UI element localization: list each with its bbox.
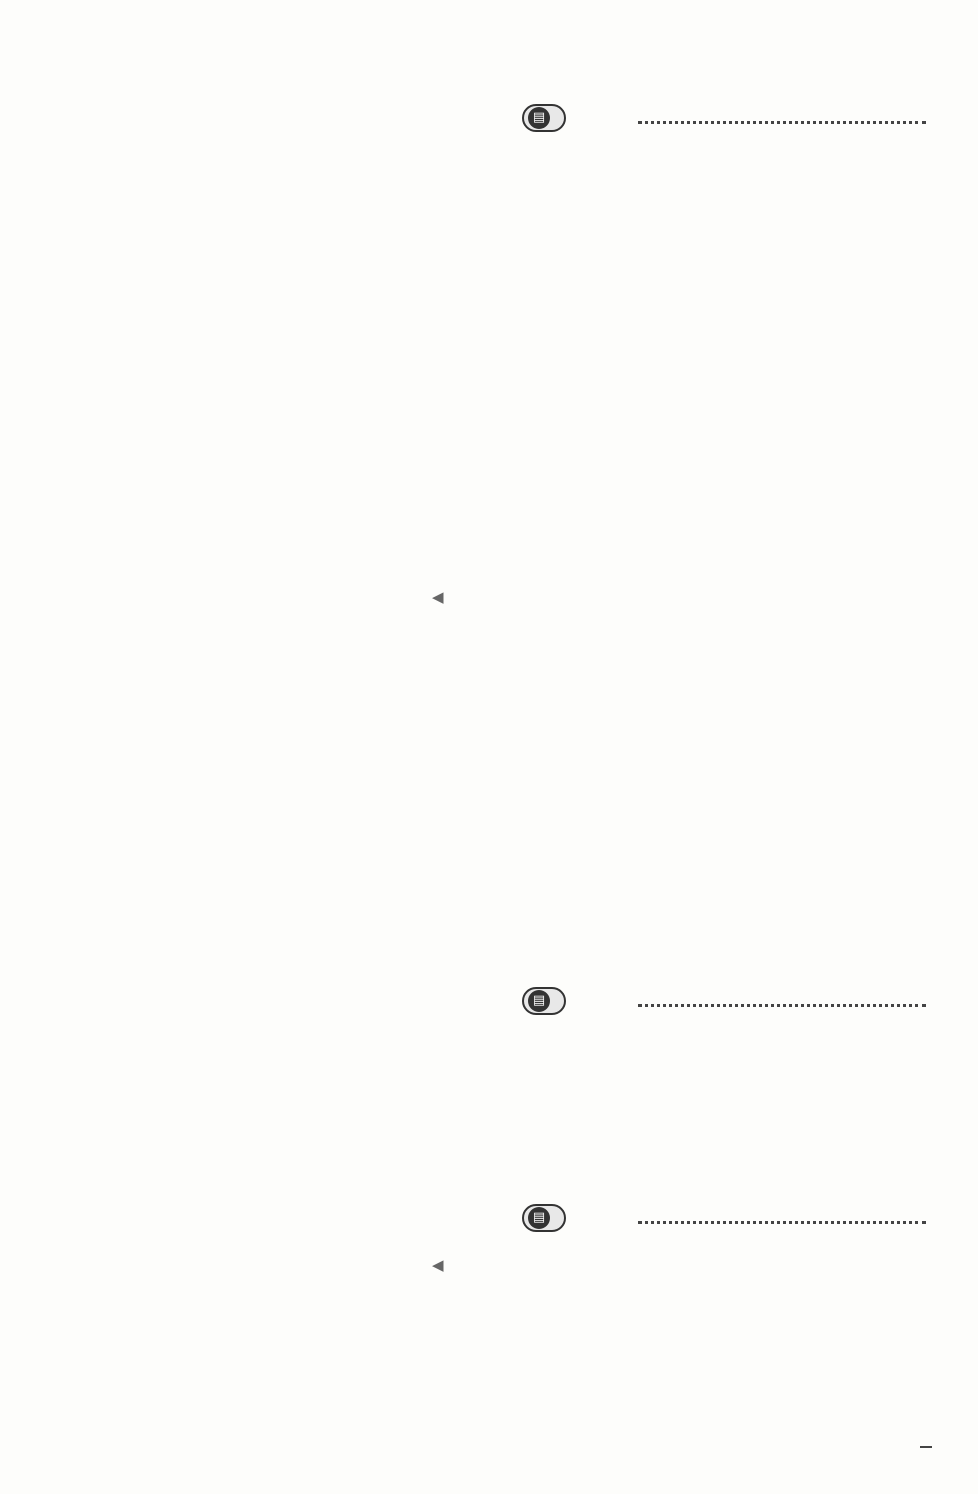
task-text-2 <box>4 730 400 770</box>
section-speed <box>522 1204 926 1240</box>
divider <box>638 1221 926 1224</box>
book-icon: ▤ <box>528 1207 550 1229</box>
divider <box>638 1004 926 1007</box>
arrow-icon: ◀ <box>432 588 447 606</box>
book-icon: ▤ <box>528 990 550 1012</box>
divider <box>638 121 926 124</box>
intro-line <box>28 44 400 84</box>
expand-tag <box>432 1256 447 1274</box>
watermark <box>728 1402 978 1494</box>
book-icon: ▤ <box>528 107 550 129</box>
section-grammar <box>522 104 926 140</box>
arrow-icon: ◀ <box>432 1256 447 1274</box>
section-ability <box>522 987 926 1023</box>
tip-tag <box>432 588 447 606</box>
task-guide <box>4 690 400 770</box>
page-number <box>920 1446 932 1448</box>
